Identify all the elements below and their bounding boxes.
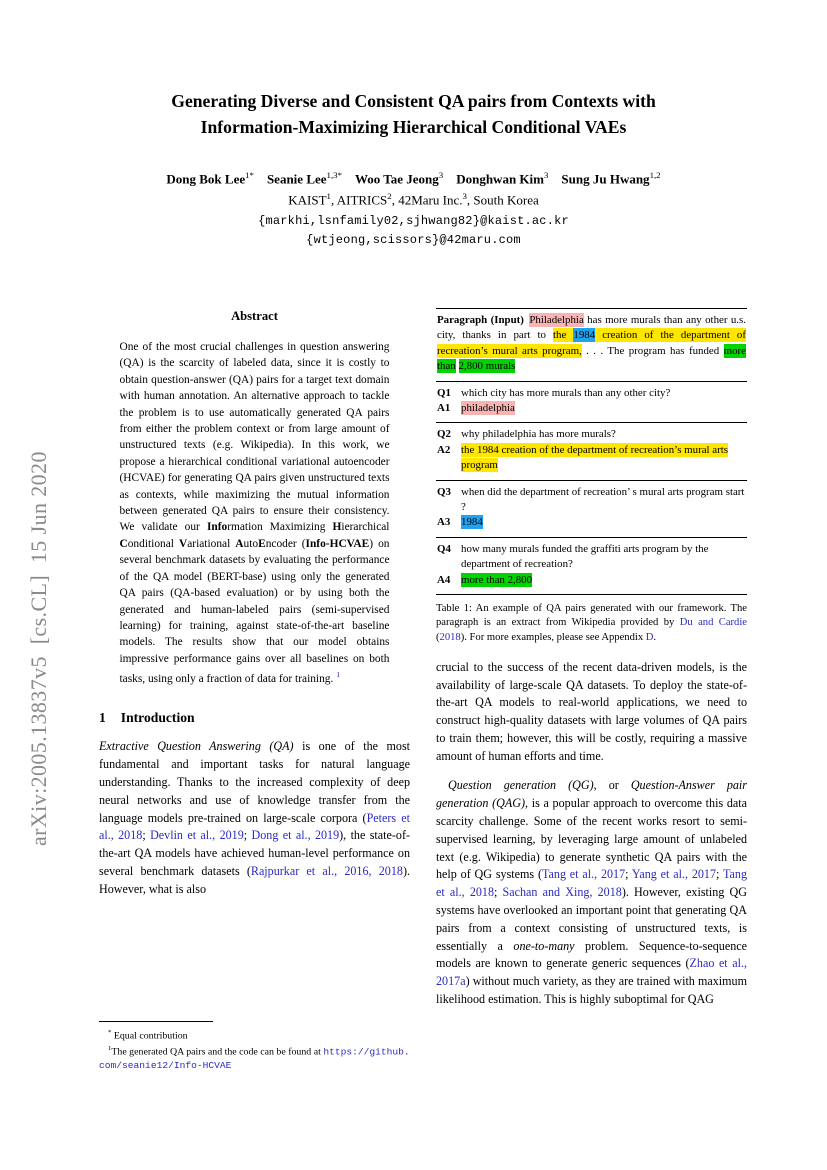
arxiv-watermark: arXiv:2005.13837v5 [cs.CL] 15 Jun 2020 xyxy=(26,451,51,846)
text-segment xyxy=(443,171,456,186)
q1-text: which city has more murals than any other city? xyxy=(461,386,671,399)
q3-text: when did the department of recreation’ s mural arts program start ? xyxy=(461,485,745,514)
text-segment: * xyxy=(108,1028,112,1036)
text-segment: ( xyxy=(436,631,440,643)
citation-link[interactable]: Devlin et al., 2019 xyxy=(150,828,244,843)
text-segment: . . . The program has funded xyxy=(581,344,724,357)
section-number: 1 xyxy=(99,710,106,726)
text-segment: Seanie Lee xyxy=(266,171,327,187)
a3-label: A3 xyxy=(437,516,451,529)
text-segment: Dong Bok Lee xyxy=(166,171,246,187)
text-segment: problem. Sequence-to-sequence models are known to generate generic sequences ( xyxy=(436,938,747,971)
answer-line xyxy=(436,401,747,416)
abstract-heading: Abstract xyxy=(231,309,278,323)
text-segment xyxy=(548,171,561,186)
text-segment: V xyxy=(178,537,188,550)
text-segment: One of the most crucial challenges in question answering (QA) is the scarcity of labeled data, since it is costly to obtain question-answer (QA) pairs for a target text domain with human annotation. An alternative approach to tackle the problem is to use automatically generated QA pairs from either the problem context or from large amount of unstructured texts (e.g. Wikipedia). In this work, we propose a hierarchical conditional variational autoencoder (HCVAE) for generating QA pairs given unstructured texts as contexts, while maximizing the mutual information between generated QA pairs to ensure their consistency. We validate our xyxy=(119,341,390,534)
citation-link[interactable]: Rajpurkar et al., 2016, 2018 xyxy=(250,863,403,878)
a3-text xyxy=(461,515,483,529)
citation-link[interactable]: Dong et al., 2019 xyxy=(251,828,340,843)
answer-line xyxy=(436,573,747,588)
text-segment: ariational xyxy=(187,537,236,550)
paper-header xyxy=(0,0,827,247)
a4-label: A4 xyxy=(437,573,451,586)
a4-text xyxy=(461,573,532,587)
citation-link[interactable]: Du and Cardie xyxy=(679,617,747,629)
text-segment: Table 1: An example of QA pairs generated with our framework. The paragraph is an extract from Wikipedia provided by xyxy=(436,603,747,629)
two-column-body xyxy=(99,303,747,1078)
text-segment: The generated QA pairs and the code can be found at xyxy=(111,1046,324,1058)
text-segment: A xyxy=(235,537,244,550)
citation-link[interactable]: https://github.com/seanie12/Info-HCVAE xyxy=(99,1046,410,1071)
text-segment: one-to-many xyxy=(513,938,575,953)
question-line xyxy=(436,542,747,573)
table-input-paragraph xyxy=(436,309,747,381)
a1-text xyxy=(461,401,515,415)
intro-paragraph xyxy=(99,738,410,898)
text-segment: Philadelphia xyxy=(529,314,584,326)
text-segment: ), the state-of-the-art QA models have achieved human-level performance on several benchmark datasets ( xyxy=(99,828,410,878)
text-segment: uto xyxy=(243,537,259,550)
left-column xyxy=(99,303,410,1078)
text-segment: crucial to the success of the recent data-driven models, is the availability of large-scale QA datasets. To deploy the state-of-the-art QA models to real-world applications, we need to construct high-quality datasets with large volumes of QA pairs to train them; however, this will be costly, requiring a massive amount of human efforts and time. xyxy=(436,659,747,763)
qa-pair-4 xyxy=(436,538,747,594)
text-segment: 1,2 xyxy=(649,170,661,180)
text-segment: ; xyxy=(142,828,151,843)
citation-link[interactable]: 2018 xyxy=(439,631,461,643)
text-segment: ; xyxy=(716,867,723,882)
text-segment: Donghwan Kim xyxy=(456,171,544,187)
a1-label: A1 xyxy=(437,402,451,415)
text-segment: Extractive Question Answering (QA) xyxy=(99,739,294,754)
email-kaist: {markhi,lsnfamily02,sjhwang82}@kaist.ac.kr xyxy=(258,213,569,228)
section-title: Introduction xyxy=(120,710,195,726)
text-segment: Sung Ju Hwang xyxy=(561,171,650,187)
text-segment: the xyxy=(553,329,574,342)
author-line xyxy=(0,166,827,188)
text-segment: 3 xyxy=(543,170,549,180)
text-segment: C xyxy=(119,537,128,550)
text-segment: 1,3* xyxy=(326,170,342,180)
text-segment: creation of the department of recreation’s mural arts program, xyxy=(437,329,746,357)
text-segment: is one of the most fundamental and important tasks for natural language understanding. Thanks to the increased complexity of deep neural networks and use of knowledge transfer from the language models pre-trained on large-scale corpora ( xyxy=(99,739,411,825)
email-42maru: {wtjeong,scissors}@42maru.com xyxy=(306,232,521,247)
text-segment: E xyxy=(258,537,266,550)
text-segment: Info-HCVAE xyxy=(305,537,370,550)
citation-link[interactable]: D xyxy=(645,631,654,643)
text-segment: onditional xyxy=(127,537,179,550)
text-segment: 2 xyxy=(387,191,392,202)
text-segment xyxy=(254,171,267,186)
text-segment: ) without much variety, as they are trained with maximum likelihood estimation. This is highly suboptimal for QAG xyxy=(436,974,747,1007)
question-line xyxy=(436,427,747,442)
text-segment: ). For more examples, please see Appendix xyxy=(460,631,646,643)
text-segment: , or xyxy=(593,778,631,793)
text-segment: ierarchical xyxy=(341,521,390,534)
affiliation-line xyxy=(0,191,827,208)
text-segment: more than xyxy=(437,344,746,373)
citation-link[interactable]: 1 xyxy=(336,670,341,680)
citation-link[interactable]: Tang et al., 2018 xyxy=(436,867,747,900)
text-segment: 3 xyxy=(438,170,444,180)
text-segment: 1984 xyxy=(573,329,596,342)
section-heading-introduction xyxy=(99,710,410,726)
text-segment: ). However, what is also xyxy=(99,863,410,896)
answer-line xyxy=(436,443,747,474)
q3-label: Q3 xyxy=(437,485,451,498)
abstract-text xyxy=(120,339,390,687)
text-segment: KAIST xyxy=(288,192,327,208)
qa-pair-1 xyxy=(436,382,747,423)
right-column-paragraph-2 xyxy=(436,777,747,1008)
footnote-equal-contribution xyxy=(99,1026,410,1043)
answer-line xyxy=(436,515,747,530)
table-rule-bottom xyxy=(436,594,747,595)
text-segment: 1 xyxy=(108,1045,112,1053)
text-segment: Info xyxy=(206,521,228,534)
text-segment: 3 xyxy=(462,191,467,202)
paper-title xyxy=(0,88,827,140)
text-segment: , South Korea xyxy=(466,192,539,208)
q1-label: Q1 xyxy=(437,386,451,399)
text-segment: Paragraph (Input) xyxy=(437,314,524,326)
footnote-code-link xyxy=(99,1042,410,1072)
citation-link[interactable]: Zhao et al., 2017a xyxy=(436,956,747,989)
table-1-caption xyxy=(436,602,747,645)
text-segment: 1 xyxy=(326,191,331,202)
q2-text: why philadelphia has more murals? xyxy=(461,428,616,441)
qa-pair-3 xyxy=(436,481,747,537)
text-segment: H xyxy=(332,521,342,534)
citation-link[interactable]: Yang et al., 2017 xyxy=(631,867,717,882)
text-segment: , AITRICS xyxy=(330,192,388,208)
a2-label: A2 xyxy=(437,443,451,456)
text-segment: Woo Tae Jeong xyxy=(354,171,439,187)
q4-text: how many murals funded the graffiti arts program by the department of recreation? xyxy=(461,542,709,571)
right-column xyxy=(436,303,747,1078)
text-segment: Question-Answer pair generation (QAG) xyxy=(436,778,747,811)
question-line xyxy=(436,485,747,516)
text-segment: philadelphia xyxy=(461,402,515,415)
a2-text xyxy=(461,443,728,472)
table-1 xyxy=(436,308,747,645)
text-segment: Question generation (QG) xyxy=(448,778,594,793)
citation-link[interactable]: Tang et al., 2017 xyxy=(541,867,626,882)
text-segment: Equal contribution xyxy=(111,1030,188,1042)
text-segment: , is a popular approach to overcome this data scarcity challenge. Some of the recent works resort to semi-supervised learning, by leveraging large amount of unlabeled text (e.g. Wikipedia) to generate synthetic QA pairs with the help of QG systems ( xyxy=(436,796,747,882)
q4-label: Q4 xyxy=(437,542,451,555)
text-segment: . xyxy=(653,631,657,643)
text-segment xyxy=(342,171,355,186)
question-line xyxy=(436,386,747,401)
text-segment: rmation Maximizing xyxy=(227,521,333,534)
text-segment: ncoder ( xyxy=(265,537,306,550)
text-segment: 2,800 murals xyxy=(458,360,516,373)
text-segment: 1* xyxy=(245,170,254,180)
right-column-paragraph-1 xyxy=(436,659,747,766)
text-segment: ). However, existing QG systems have overlooked an important point that generating QA pairs from a context consisting of unstructured texts, is essentially a xyxy=(436,885,747,953)
text-segment: , 42Maru Inc. xyxy=(391,192,463,208)
paper-title-line1: Generating Diverse and Consistent QA pairs from Contexts with xyxy=(171,91,656,111)
text-segment: ) on several benchmark datasets by evaluating the performance of the QA model (BERT-base) using only the generated QA pairs (QA-based evaluation) or by using both the generated and human-labeled pairs (semi-supervised learning) for training, against state-of-the-art baseline models. The results show that our model obtains impressive performance gains over all baselines on both tasks, using only a fraction of data for training. xyxy=(119,537,390,685)
text-segment: ; xyxy=(625,867,632,882)
footnote-block xyxy=(99,1021,410,1072)
text-segment: the 1984 creation of the department of recreation’s mural arts program xyxy=(461,443,729,472)
q2-label: Q2 xyxy=(437,428,451,441)
citation-link[interactable]: Peters et al., 2018 xyxy=(99,810,410,843)
text-segment: ; xyxy=(494,885,503,900)
citation-link[interactable]: Sachan and Xing, 2018 xyxy=(502,885,622,900)
text-segment: ; xyxy=(243,828,252,843)
paper-title-line2: Information-Maximizing Hierarchical Conditional VAEs xyxy=(200,117,627,137)
footnote-divider xyxy=(99,1021,213,1022)
text-segment: has more murals than any other u.s. city, thanks in part to xyxy=(437,314,746,342)
text-segment: 1984 xyxy=(461,516,483,529)
text-segment: more than 2,800 xyxy=(461,573,533,586)
qa-pair-2 xyxy=(436,423,747,479)
